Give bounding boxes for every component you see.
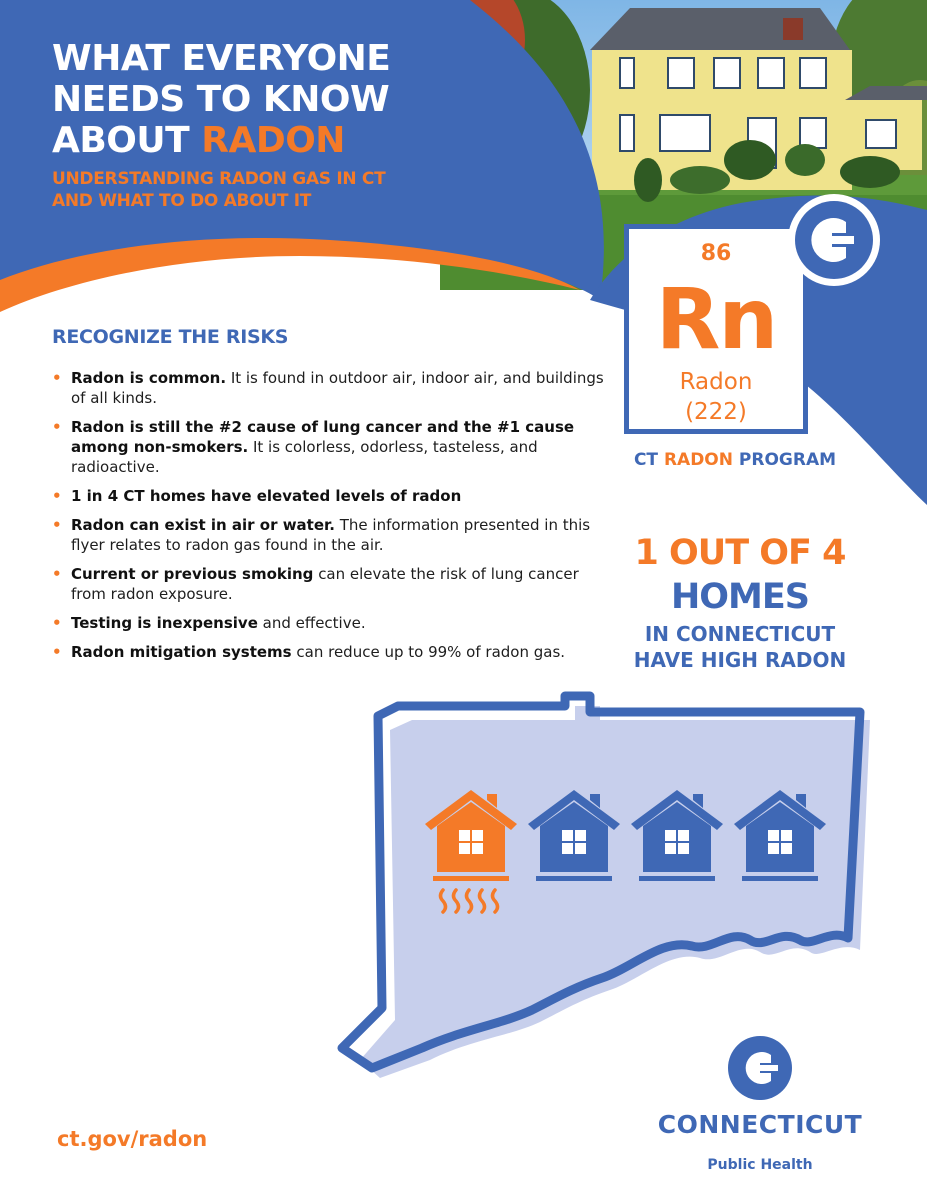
program-prefix: CT [633, 450, 664, 470]
list-item: • Radon is common. It is found in outdoor air, indoor air, and buildings of all kinds. [52, 369, 604, 407]
title-accent: RADON [201, 120, 345, 161]
bullet-icon: • [52, 487, 62, 505]
website-link[interactable]: ct.gov/radon [57, 1127, 208, 1151]
list-item: • Radon mitigation systems can reduce up to 99% of radon gas. [52, 643, 566, 661]
stat-line-4: HAVE HIGH RADON [633, 648, 847, 672]
program-suffix: PROGRAM [733, 450, 837, 470]
risks-heading: RECOGNIZE THE RISKS [52, 326, 289, 348]
bullet-icon: • [52, 418, 62, 436]
list-item: • Current or previous smoking can elevate the risk of lung cancer from radon exposure. [52, 565, 579, 603]
stat-line-1: 1 OUT OF 4 [634, 533, 846, 573]
ct-logo-badge-icon [786, 192, 882, 288]
list-item: • Radon can exist in air or water. The information presented in this flyer relates to radon gas found in the air. [52, 516, 591, 554]
bullet-icon: • [52, 643, 62, 661]
list-item: • 1 in 4 CT homes have elevated levels of radon [52, 487, 462, 505]
subtitle-line-2: AND WHAT TO DO ABOUT IT [52, 191, 312, 211]
element-symbol: Rn [655, 270, 777, 368]
title-line-3: ABOUT [52, 120, 202, 161]
title-line-1: WHAT EVERYONE [52, 38, 391, 79]
periodic-element-tile [624, 224, 808, 434]
logo-subtitle: Public Health [707, 1157, 813, 1173]
bullet-icon: • [52, 516, 62, 534]
list-item: • Testing is inexpensive and effective. [52, 614, 366, 632]
page-title [52, 38, 512, 161]
map-shadow [360, 706, 870, 1078]
element-name: Radon [679, 369, 753, 395]
bullet-icon: • [52, 565, 62, 583]
program-label [600, 450, 870, 470]
connecticut-map [320, 690, 880, 1110]
risks-list [52, 368, 607, 671]
program-accent: RADON [663, 450, 733, 470]
atomic-number: 86 [700, 241, 732, 266]
bullet-icon: • [52, 369, 62, 387]
atomic-mass: (222) [685, 399, 747, 425]
stat-line-2: HOMES [671, 577, 809, 617]
subtitle-line-1: UNDERSTANDING RADON GAS IN CT [52, 169, 386, 189]
list-item: • Radon is still the #2 cause of lung cancer and the #1 cause among non-smokers. It is colorless, odorless, tasteless, and radioactive. [52, 418, 575, 476]
title-line-2: NEEDS TO KNOW [52, 79, 390, 120]
logo-name: CONNECTICUT [657, 1110, 863, 1139]
page-subtitle [52, 168, 492, 212]
ct-public-health-logo-icon [727, 1035, 793, 1101]
bullet-icon: • [52, 614, 62, 632]
stat-line-3: IN CONNECTICUT [644, 622, 836, 646]
